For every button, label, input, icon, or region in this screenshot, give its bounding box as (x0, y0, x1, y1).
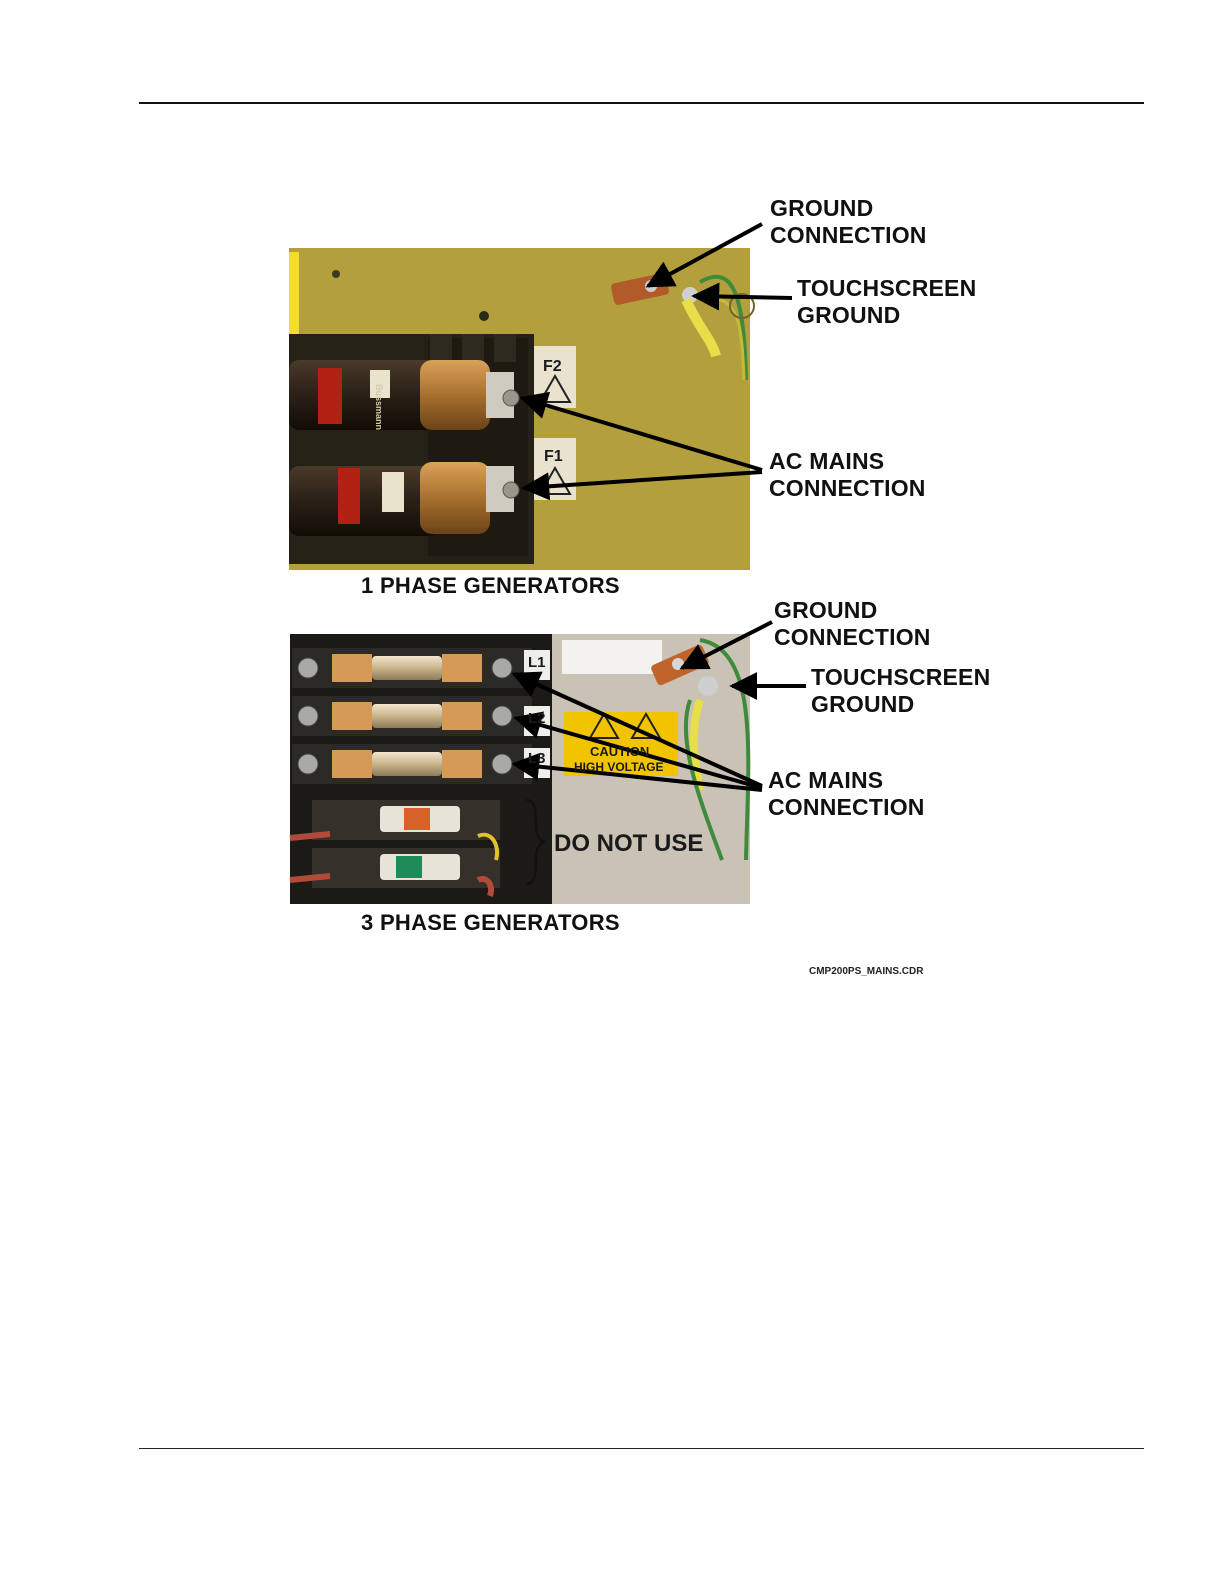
callout-line-1: TOUCHSCREEN (797, 275, 977, 301)
callout-line-1: AC MAINS (769, 448, 885, 474)
callout-line-2: GROUND (811, 691, 915, 717)
warning-sign-high-voltage: HIGH VOLTAGE (574, 760, 664, 774)
do-not-use-label: DO NOT USE (554, 830, 704, 857)
callout-line-2: CONNECTION (774, 624, 931, 650)
warning-sign-caution: CAUTION (590, 744, 650, 759)
callout-line-2: GROUND (797, 302, 901, 328)
callout-line-2: CONNECTION (769, 475, 926, 501)
bottom-ground-connection-callout (774, 597, 931, 651)
three-phase-caption: 3 PHASE GENERATORS (361, 910, 620, 935)
single-phase-photo (289, 248, 754, 570)
bottom-ac-mains-callout (768, 767, 925, 821)
three-phase-photo (290, 634, 750, 904)
callout-line-1: AC MAINS (768, 767, 884, 793)
callout-line-2: CONNECTION (770, 222, 927, 248)
top-touchscreen-ground-callout (797, 275, 976, 329)
fuse-brand-text: Bussmann (374, 383, 385, 431)
single-phase-caption: 1 PHASE GENERATORS (361, 573, 620, 598)
bottom-touchscreen-ground-callout (811, 664, 990, 718)
callout-line-1: TOUCHSCREEN (811, 664, 991, 690)
footer-rule (139, 1448, 1144, 1449)
top-ac-mains-callout (769, 448, 926, 502)
f2-terminal-label: F2 (543, 358, 562, 375)
top-ground-connection-callout (770, 195, 927, 249)
l3-terminal-label: L3 (528, 750, 546, 767)
figure-filename: CMP200PS_MAINS.CDR (809, 966, 924, 977)
f1-terminal-label: F1 (544, 448, 563, 465)
callout-line-1: GROUND (774, 597, 878, 623)
callout-line-2: CONNECTION (768, 794, 925, 820)
callout-line-1: GROUND (770, 195, 874, 221)
l2-terminal-label: L2 (528, 710, 546, 727)
l1-terminal-label: L1 (528, 654, 546, 671)
